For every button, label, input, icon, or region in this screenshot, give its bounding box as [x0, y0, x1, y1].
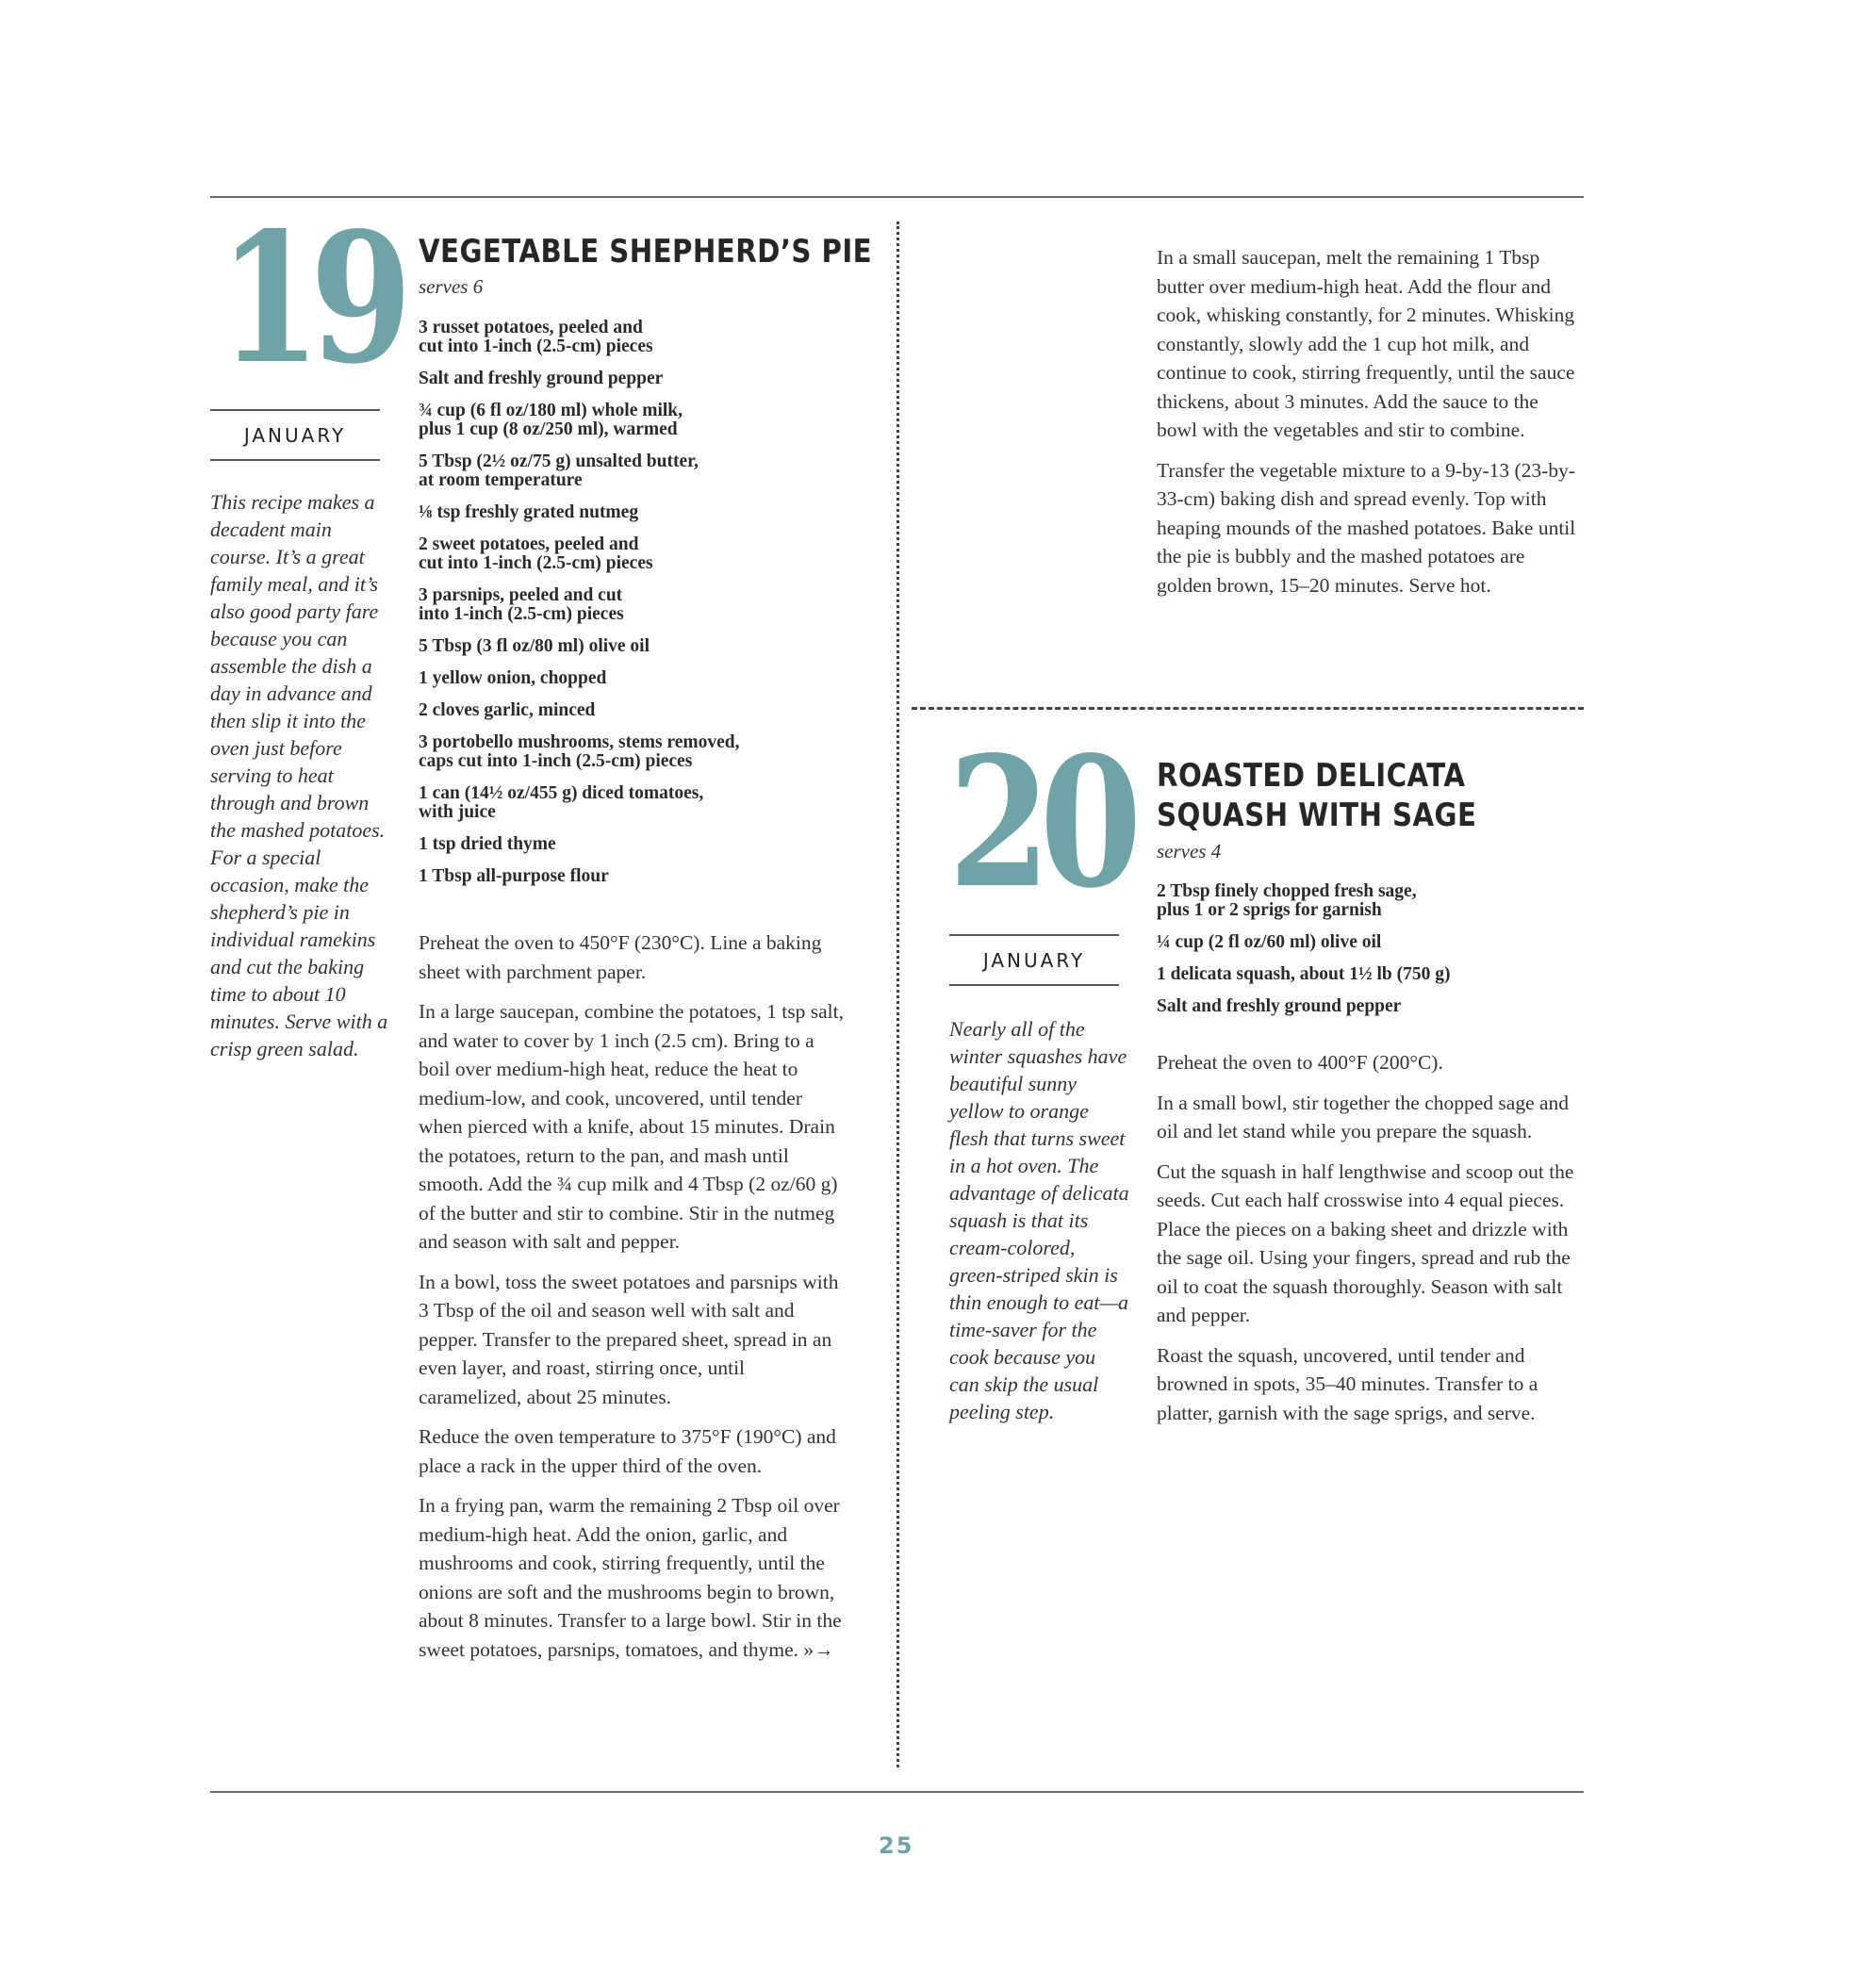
ingredient-item: 1 yellow onion, chopped	[419, 668, 607, 688]
method-20	[1157, 1048, 1586, 1438]
ingredient-item: Salt and freshly ground pepper	[419, 369, 664, 388]
ingredient-item: ⅛ tsp freshly grated nutmeg	[419, 502, 639, 522]
ingredient-item: 2 Tbsp finely chopped fresh sage, plus 1 or 2 sprigs for garnish	[1157, 881, 1417, 920]
recipe-title-20-line2: SQUASH WITH SAGE	[1157, 797, 1477, 834]
recipe-title-19: VEGETABLE SHEPHERD’S PIE	[419, 233, 873, 271]
serves-19: serves 6	[419, 275, 484, 298]
method-step: In a small bowl, stir together the chopped sage and oil and let stand while you prepare the squash.	[1157, 1091, 1570, 1142]
bottom-rule	[210, 1791, 1584, 1793]
recipe-title-20-line1: ROASTED DELICATA	[1157, 757, 1466, 795]
ingredient-item: 1 Tbsp all-purpose flour	[419, 866, 609, 886]
ingredient-item: ¾ cup (6 fl oz/180 ml) whole milk, plus 1 cup (8 oz/250 ml), warmed	[419, 401, 683, 439]
ingredient-list-20	[1157, 882, 1571, 1029]
method-step: Transfer the vegetable mixture to a 9-by-13 (23-by-33-cm) baking dish and spread evenly. Top with heaping mounds of the mashed potatoes. Bake until the pie is bubbly and the mashed potatoes are golden brown, 15–20 minutes. Serve hot.	[1157, 458, 1576, 597]
method-step: In a bowl, toss the sweet potatoes and parsnips with 3 Tbsp of the oil and season well with salt and pepper. Transfer to the prepared sheet, spread in an even layer, and roast, stirring once, until caramelized, about 25 minutes.	[419, 1270, 839, 1408]
method-step: Roast the squash, uncovered, until tender and browned in spots, 35–40 minutes. Transfer to a platter, garnish with the sage sprigs, and serve.	[1157, 1343, 1538, 1424]
top-rule	[210, 196, 1584, 198]
ingredient-item: 3 russet potatoes, peeled and cut into 1-inch (2.5-cm) pieces	[419, 318, 653, 356]
recipe-divider	[912, 707, 1584, 710]
method-step: Preheat the oven to 400°F (200°C).	[1157, 1051, 1443, 1074]
method-19-continued	[1157, 243, 1581, 611]
ingredient-list-19	[419, 319, 833, 899]
recipe-title-20	[1157, 756, 1476, 835]
method-step: Preheat the oven to 450°F (230°C). Line a baking sheet with parchment paper.	[419, 931, 822, 983]
method-19	[419, 928, 847, 1675]
sidenote-19	[210, 488, 389, 1062]
ingredient-item: 1 can (14½ oz/455 g) diced tomatoes, with juice	[419, 783, 704, 822]
method-step: In a small saucepan, melt the remaining 1 Tbsp butter over medium-high heat. Add the flour and cook, whisking constantly, for 2 minutes. Whisking constantly, slowly add the 1 cup hot milk, and continue to cook, stirring frequently, until the sauce thickens, about 3 minutes. Add the sauce to the bowl with the vegetables and stir to combine.	[1157, 246, 1575, 441]
ingredient-item: 2 cloves garlic, minced	[419, 700, 596, 720]
ingredient-item: ¼ cup (2 fl oz/60 ml) olive oil	[1157, 932, 1382, 952]
day-number-19: 19	[219, 193, 402, 403]
ingredient-item: Salt and freshly ground pepper	[1157, 996, 1402, 1016]
sidenote-20	[949, 1015, 1130, 1425]
ingredient-item: 5 Tbsp (3 fl oz/80 ml) olive oil	[419, 636, 650, 656]
month-label-19: JANUARY	[210, 409, 380, 461]
method-step: In a large saucepan, combine the potatoes, 1 tsp salt, and water to cover by 1 inch (2.5 cm). Bring to a boil over medium-high heat, reduce the heat to medium-low, and cook, uncovered, until tender when pierced with a knife, about 15 minutes. Drain the potatoes, return to the pan, and mash until smooth. Add the ¾ cup milk and 4 Tbsp (2 oz/60 g) of the butter and stir to combine. Stir in the nutmeg and season with salt and pepper.	[419, 1000, 844, 1253]
method-step: Cut the squash in half lengthwise and scoop out the seeds. Cut each half crosswise into 4 equal pieces. Place the pieces on a baking sheet and drizzle with the sage oil. Using your fingers, spread and rub the oil to coat the squash thoroughly. Season with salt and pepper.	[1157, 1159, 1574, 1326]
ingredient-item: 3 parsnips, peeled and cut into 1-inch (2.5-cm) pieces	[419, 585, 624, 624]
method-step: In a frying pan, warm the remaining 2 Tbsp oil over medium-high heat. Add the onion, garlic, and mushrooms and cook, stirring frequently, until the onions are soft and the mushrooms begin to brown, about 8 minutes. Transfer to a large bowl. Stir in the sweet potatoes, parsnips, tomatoes, and thyme. »→	[419, 1494, 842, 1661]
ingredient-item: 1 delicata squash, about 1½ lb (750 g)	[1157, 964, 1451, 984]
serves-20: serves 4	[1157, 840, 1222, 863]
page-number: 25	[879, 1832, 914, 1859]
ingredient-item: 2 sweet potatoes, peeled and cut into 1-inch (2.5-cm) pieces	[419, 534, 653, 573]
sidenote-20-text: Nearly all of the winter squashes have beautiful sunny yellow to orange flesh that turns sweet in a hot oven. The advantage of delicata squash is that its cream-colored, green-striped skin is thin enough to eat—a time-saver for the cook because you can skip the usual peeling step.	[949, 1017, 1129, 1423]
column-divider	[897, 222, 899, 1767]
day-number-20: 20	[948, 717, 1131, 928]
sidenote-19-text: This recipe makes a decadent main course. It’s a great family meal, and it’s also good party fare because you can assemble the dish a day in advance and then slip it into the oven just before serving to heat through and brown the mashed potatoes. For a special occasion, make the shepherd’s pie in individual ramekins and cut the baking time to about 10 minutes. Serve with a crisp green salad.	[210, 490, 388, 1060]
month-label-20: JANUARY	[949, 934, 1119, 986]
ingredient-item: 5 Tbsp (2½ oz/75 g) unsalted butter, at room temperature	[419, 452, 699, 490]
method-step: Reduce the oven temperature to 375°F (190°C) and place a rack in the upper third of the oven.	[419, 1425, 836, 1477]
ingredient-item: 1 tsp dried thyme	[419, 834, 556, 854]
ingredient-item: 3 portobello mushrooms, stems removed, caps cut into 1-inch (2.5-cm) pieces	[419, 732, 740, 771]
